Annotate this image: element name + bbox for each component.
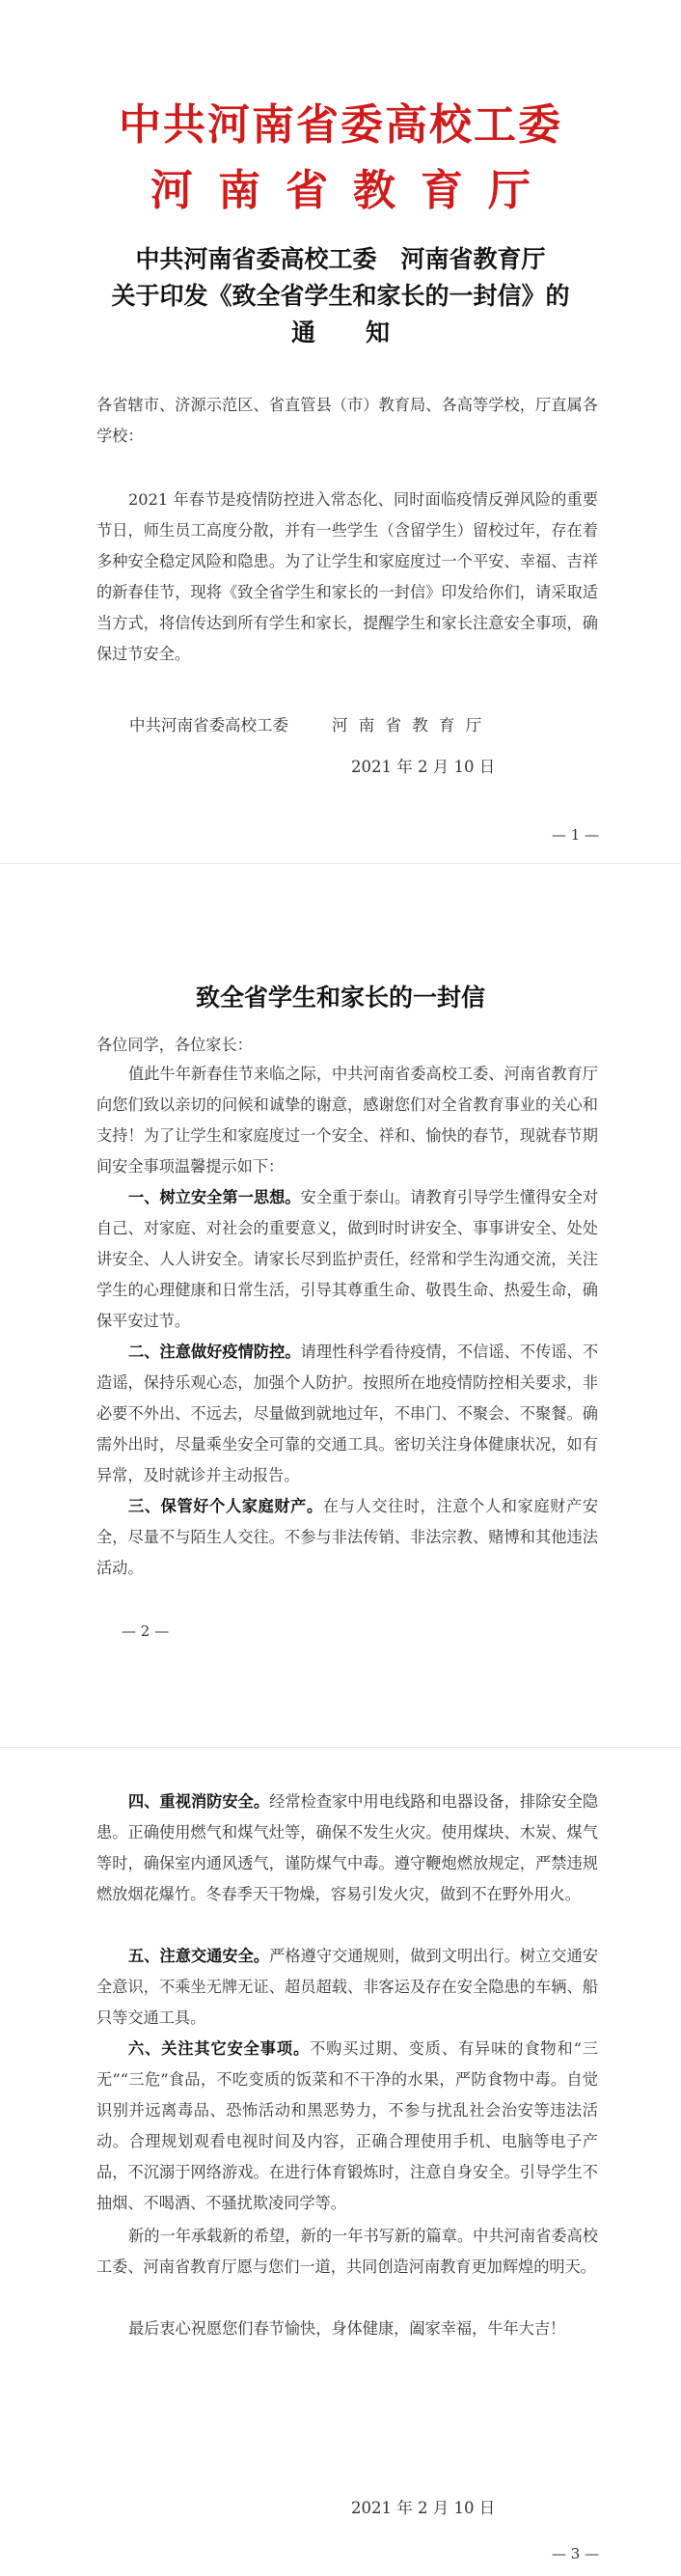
letter-item-1 bbox=[96, 1182, 598, 1337]
signature-org-1: 中共河南省委高校工委 bbox=[129, 716, 288, 734]
notice-title-line-3: 通知 bbox=[290, 319, 440, 346]
signature-date: 2021 年 2 月 10 日 bbox=[351, 758, 496, 776]
notice-title-line-1: 中共河南省委高校工委 河南省教育厅 bbox=[135, 245, 546, 273]
letter-date: 2021 年 2 月 10 日 bbox=[351, 2499, 496, 2517]
letter-closing-2: 最后衷心祝愿您们春节愉快，身体健康，阖家幸福，牛年大吉！ bbox=[128, 2319, 566, 2338]
page-number-3: — 3 — bbox=[552, 2545, 600, 2562]
signature-org-2: 河 南 省 教 育 厅 bbox=[332, 716, 485, 734]
letter-greeting: 各位同学，各位家长： bbox=[96, 1036, 253, 1054]
notice-addressee: 各省辖市、济源示范区、省直管县（市）教育局、各高等学校，厅直属各学校： bbox=[96, 396, 598, 445]
item-4-text: 经常检查家中用电线路和电器设备，排除安全隐患。正确使用燃气和煤气灶等，确保不发生火灾。使用煤块、木炭、煤气等时，确保室内通风透气，谨防煤气中毒。遵守鞭炮燃放规定，严禁违规燃放烟花爆竹。冬春季天干物燥，容易引发火灾，做到不在野外用火。 bbox=[96, 1792, 599, 1903]
item-4-heading: 四、重视消防安全。 bbox=[128, 1792, 270, 1811]
item-6-heading: 六、关注其它安全事项。 bbox=[128, 2039, 311, 2058]
item-1-text: 安全重于泰山。请教育引导学生懂得安全对自己、对家庭、对社会的重要意义，做到时时讲安全、事事讲安全、处处讲安全、人人讲安全。请家长尽到监护责任，经常和学生沟通交流，关注学生的心理健康和日常生活，引导其尊重生命、敬畏生命、热爱生命，确保平安过节。 bbox=[96, 1188, 599, 1330]
item-5-heading: 五、注意交通安全。 bbox=[128, 1947, 270, 1965]
item-5-text: 严格遵守交通规则，做到文明出行。树立交通安全意识，不乘坐无牌无证、超员超载、非客运及存在安全隐患的车辆、船只等交通工具。 bbox=[96, 1947, 599, 2027]
red-header-line-2: 河南省教育厅 bbox=[150, 166, 556, 215]
letter-item-6 bbox=[96, 2034, 598, 2219]
letter-title: 致全省学生和家长的一封信 bbox=[195, 983, 485, 1011]
letter-item-2 bbox=[96, 1337, 598, 1491]
letter-item-5 bbox=[96, 1941, 598, 2034]
document-page-2 bbox=[0, 863, 681, 1748]
item-6-text: 不购买过期、变质、有异味的食物和“三无”“三危”食品，不吃变质的饭菜和不干净的水果，严防食物中毒。自觉识别并远离毒品、恐怖活动和黑恶势力，不参与扰乱社会治安等违法活动。合理规划观看电视时间及内容，正确合理使用手机、电脑等电子产品，不沉溺于网络游戏。在进行体育锻炼时，注意自身安全。引导学生不抽烟、不喝酒、不骚扰欺凌同学等。 bbox=[96, 2039, 599, 2212]
item-3-text: 在与人交往时，注意个人和家庭财产安全，尽量不与陌生人交往。不参与非法传销、非法宗教、赌博和其他违法活动。 bbox=[96, 1497, 599, 1577]
item-2-text: 请理性科学看待疫情，不信谣、不传谣、不造谣，保持乐观心态，加强个人防护。按照所在地疫情防控相关要求，非必要不外出、不远去，尽量做到就地过年，不串门、不聚会、不聚餐。确需外出时，尽量乘坐安全可靠的交通工具。密切关注身体健康状况，如有异常，及时就诊并主动报告。 bbox=[96, 1343, 599, 1484]
letter-item-3 bbox=[96, 1491, 598, 1584]
document-page-3 bbox=[0, 1747, 681, 2576]
notice-title-line-2: 关于印发《致全省学生和家长的一封信》的 bbox=[111, 282, 570, 310]
notice-body: 2021 年春节是疫情防控进入常态化、同时面临疫情反弹风险的重要节日，师生员工高度分散，并有一些学生（含留学生）留校过年，存在着多种安全稳定风险和隐患。为了让学生和家庭度过一个平安、幸福、吉祥的新春佳节，现将《致全省学生和家长的一封信》印发给你们，请采取适当方式，将信传达到所有学生和家长，提醒学生和家长注意安全事项，确保过节安全。 bbox=[96, 490, 598, 663]
letter-intro: 值此牛年新春佳节来临之际，中共河南省委高校工委、河南省教育厅向您们致以亲切的问候和诚挚的谢意，感谢您们对全省教育事业的关心和支持！为了让学生和家庭度过一个安全、祥和、愉快的春节，现就春节期间安全事项温馨提示如下： bbox=[96, 1065, 598, 1176]
document-page-1 bbox=[0, 0, 681, 863]
page-number-2: — 2 — bbox=[122, 1622, 170, 1640]
item-1-heading: 一、树立安全第一思想。 bbox=[128, 1188, 301, 1206]
letter-item-4 bbox=[96, 1787, 598, 1910]
red-header-line-1: 中共河南省委高校工委 bbox=[119, 100, 562, 150]
page-number-1: — 1 — bbox=[552, 826, 600, 844]
item-3-heading: 三、保管好个人家庭财产。 bbox=[128, 1497, 323, 1515]
item-2-heading: 二、注意做好疫情防控。 bbox=[128, 1343, 301, 1361]
letter-closing-1: 新的一年承载新的希望，新的一年书写新的篇章。中共河南省委高校工委、河南省教育厅愿与您们一道，共同创造河南教育更加辉煌的明天。 bbox=[96, 2227, 598, 2276]
